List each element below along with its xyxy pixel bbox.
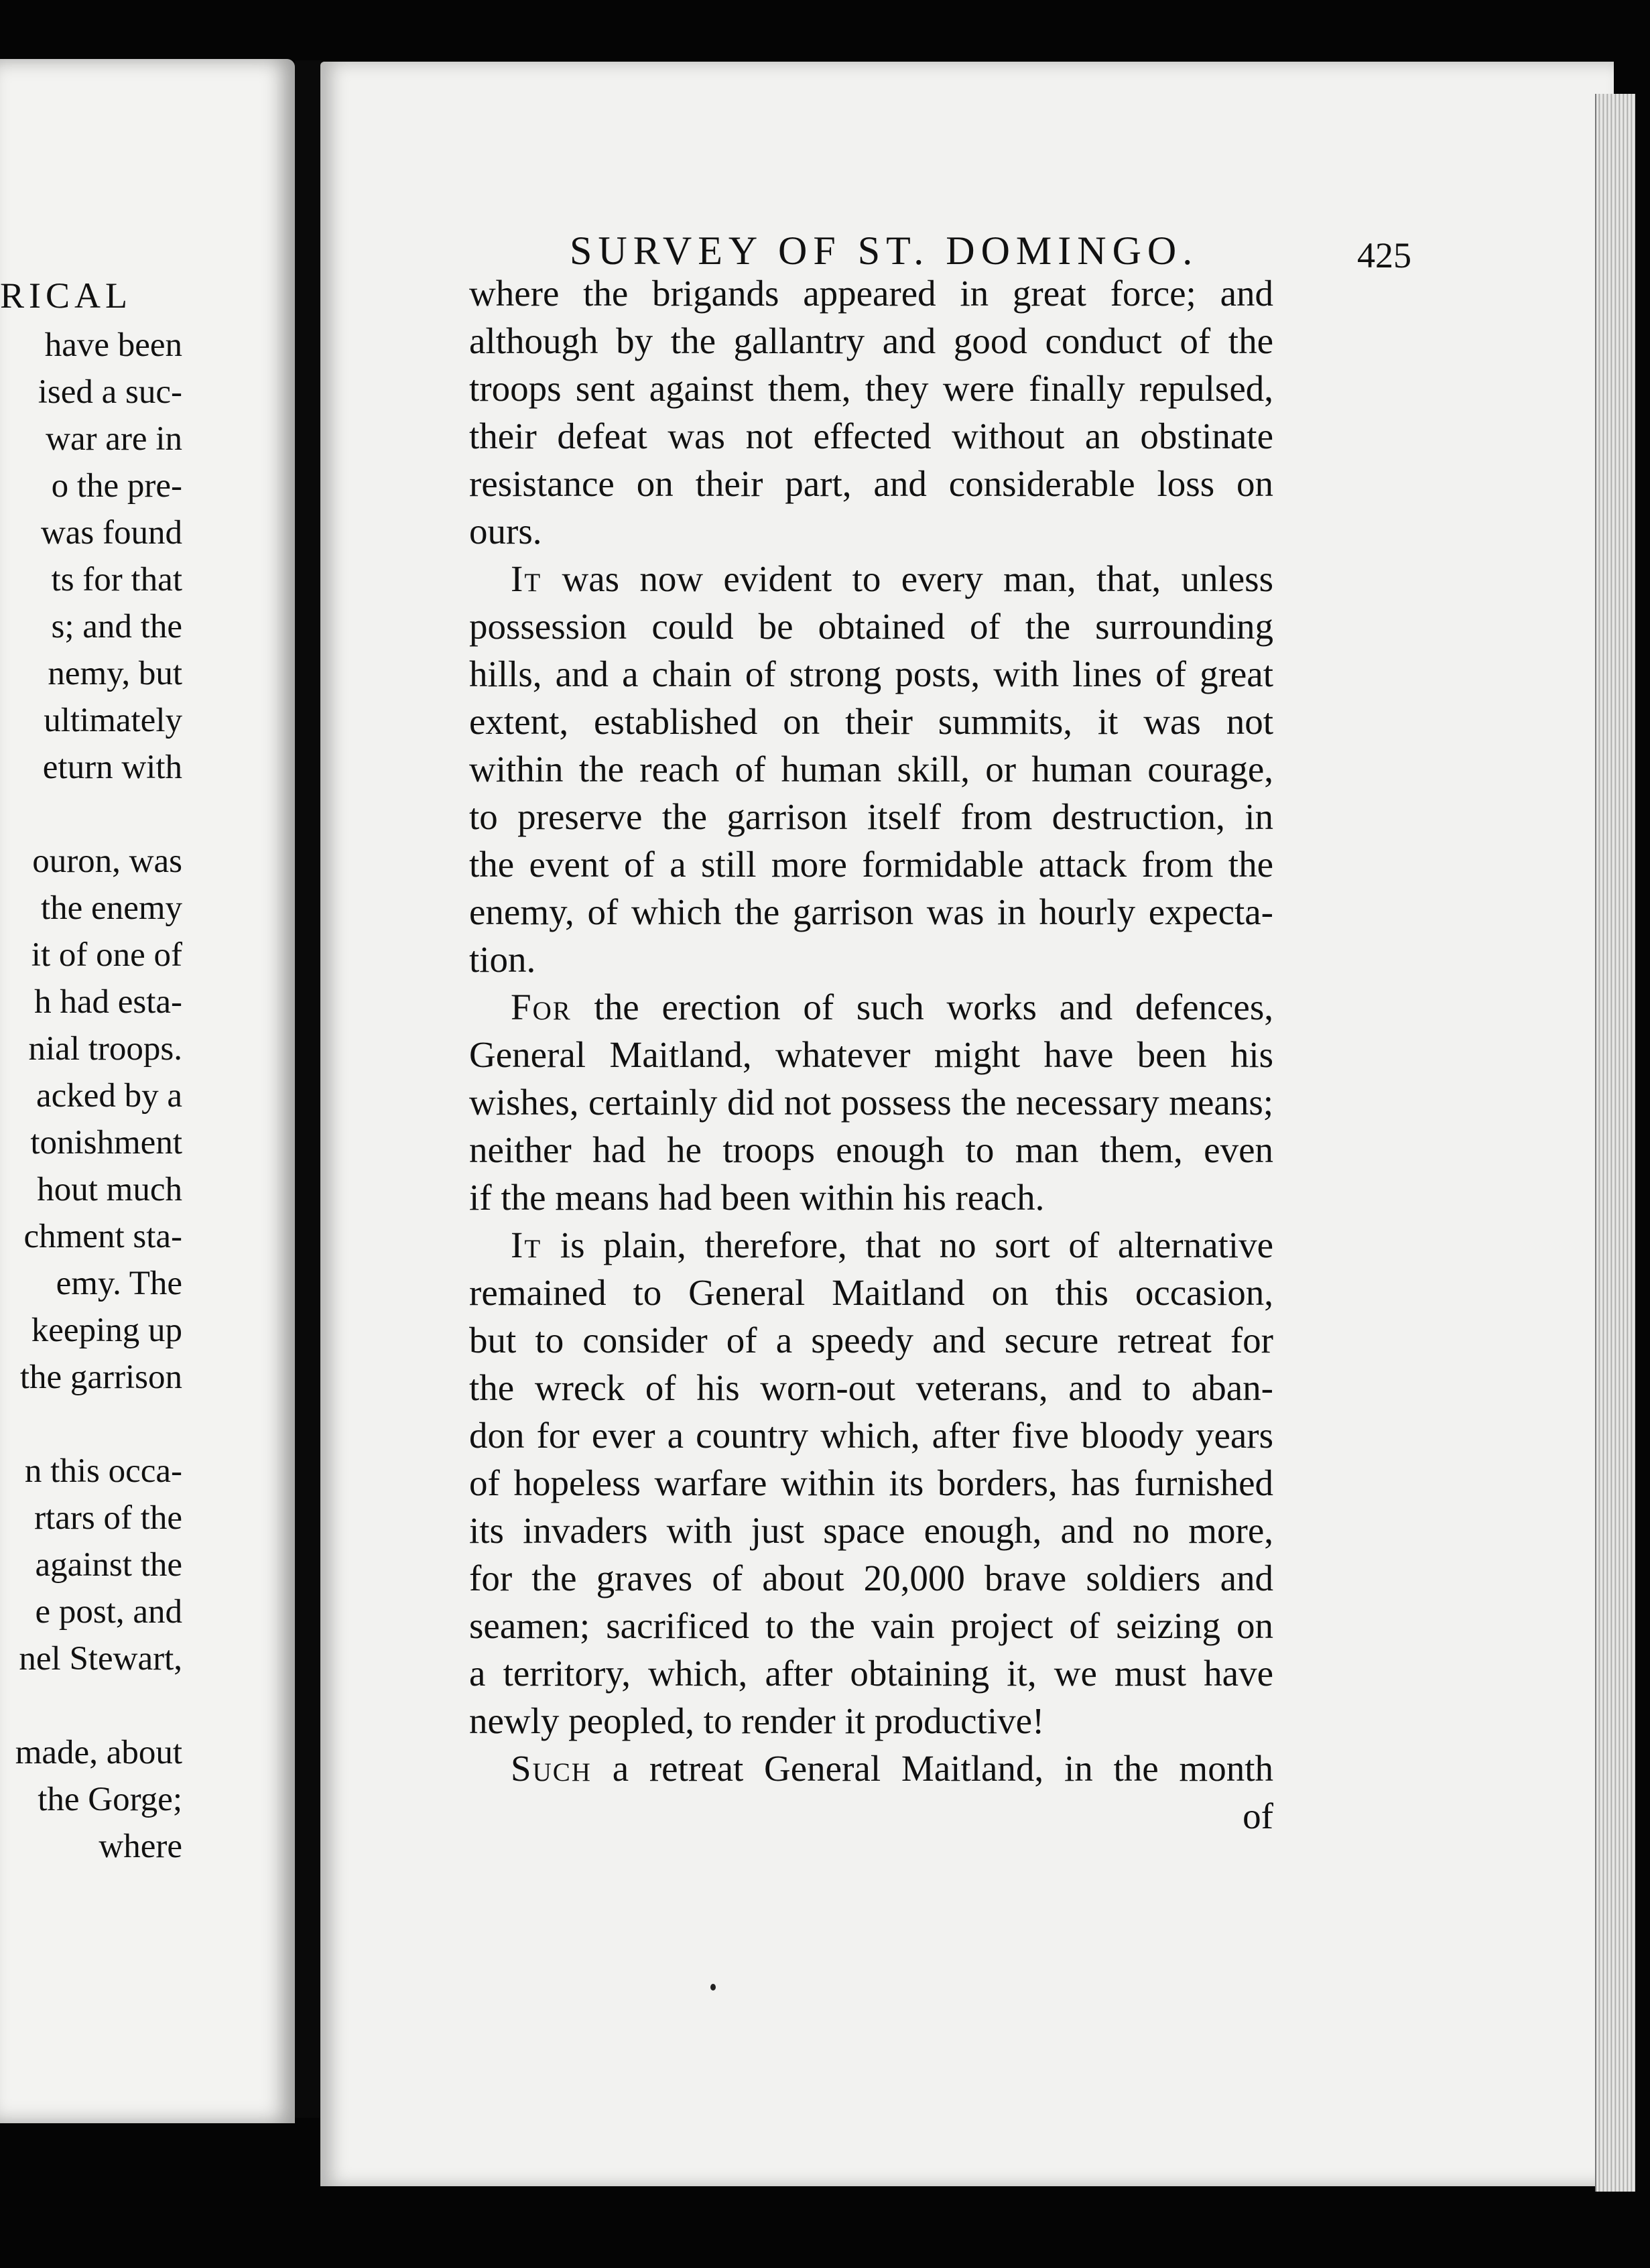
text-line [469, 983, 1273, 1031]
line-text: but to consider of a speedy and secure retreat for [469, 1320, 1273, 1361]
left-text-line: it of one of [31, 936, 182, 974]
line-text: resistance on their part, and considerable loss on [469, 463, 1273, 504]
line-text: possession could be obtained of the surrounding [469, 606, 1273, 647]
left-text-line: keeping up [31, 1312, 182, 1349]
line-text: of [1243, 1796, 1273, 1836]
left-text-line: h had esta- [34, 983, 182, 1021]
left-text-line: o the pre- [51, 467, 182, 505]
left-text-line: the Gorge; [38, 1781, 182, 1818]
text-line [469, 650, 1273, 698]
text-line [469, 507, 1273, 555]
left-text-line: ised a suc- [38, 373, 182, 411]
left-text-line: made, about [15, 1734, 182, 1771]
line-text: the erection of such works and defences, [571, 987, 1273, 1027]
left-text-line: have been [44, 326, 182, 364]
left-text-line: s; and the [51, 608, 182, 645]
text-line [469, 603, 1273, 650]
line-text: the wreck of his worn-out veterans, and to aban- [469, 1367, 1273, 1408]
line-text: is plain, therefore, that no sort of alternative [542, 1224, 1273, 1265]
line-text: remained to General Maitland on this occasion, [469, 1272, 1273, 1313]
text-line [469, 1745, 1273, 1792]
left-page-header-fragment: RICAL [0, 275, 132, 316]
text-line [469, 1649, 1273, 1697]
page-edges [1595, 94, 1635, 2192]
text-line [469, 460, 1273, 507]
text-line [469, 745, 1273, 793]
line-text: their defeat was not effected without an obstinate [469, 416, 1273, 456]
left-page [0, 59, 295, 2123]
line-text: neither had he troops enough to man them, even [469, 1129, 1273, 1170]
paragraph-lead-word: For [511, 987, 572, 1027]
line-text: extent, established on their summits, it was not [469, 701, 1273, 742]
left-text-line: eturn with [42, 749, 182, 786]
text-line [469, 555, 1273, 603]
text-line [469, 412, 1273, 460]
left-text-line: the enemy [41, 889, 182, 927]
line-text: hills, and a chain of strong posts, with lines of great [469, 653, 1273, 694]
text-line [469, 365, 1273, 412]
left-text-line: the garrison [19, 1359, 182, 1396]
paragraph-lead-word: It [511, 1224, 542, 1265]
text-line [469, 1174, 1273, 1221]
text-line [469, 1507, 1273, 1554]
left-text-line [0, 791, 182, 838]
left-text-line: e post, and [35, 1593, 182, 1631]
line-text: enemy, of which the garrison was in hourly expecta- [469, 891, 1273, 932]
text-line [469, 1126, 1273, 1174]
left-text-line [0, 1401, 182, 1448]
line-text: General Maitland, whatever might have been his [469, 1034, 1273, 1075]
left-text-line: nel Stewart, [19, 1640, 182, 1678]
line-text: was now evident to every man, that, unless [542, 558, 1273, 599]
left-text-line: ts for that [51, 561, 182, 598]
text-line [469, 1602, 1273, 1649]
text-line [469, 1078, 1273, 1126]
line-text: a territory, which, after obtaining it, we must have [469, 1653, 1273, 1694]
left-text-line: rtars of the [34, 1499, 182, 1537]
text-line [469, 269, 1273, 317]
text-line [469, 1459, 1273, 1507]
line-text: for the graves of about 20,000 brave soldiers and [469, 1558, 1273, 1598]
paragraph-lead-word: Such [511, 1748, 592, 1789]
text-line [469, 1031, 1273, 1078]
line-text: the event of a still more formidable attack from the [469, 844, 1273, 885]
paragraph-lead-word: It [511, 558, 542, 599]
left-text-line: ultimately [44, 702, 182, 739]
left-text-line [0, 1682, 182, 1729]
text-line [469, 1411, 1273, 1459]
left-text-line: against the [35, 1546, 182, 1584]
page-number: 425 [1357, 235, 1411, 275]
left-text-line: ouron, was [32, 842, 182, 880]
running-head: SURVEY OF ST. DOMINGO. [570, 229, 1199, 273]
line-text: if the means had been within his reach. [469, 1177, 1045, 1218]
text-line [469, 1697, 1273, 1745]
left-text-line: n this occa- [24, 1452, 182, 1490]
line-text: newly peopled, to render it productive! [469, 1700, 1045, 1741]
line-text: its invaders with just space enough, and no more, [469, 1510, 1273, 1551]
line-text: wishes, certainly did not possess the necessary means; [469, 1082, 1273, 1123]
line-text: tion. [469, 939, 536, 980]
line-text: troops sent against them, they were finally repulsed, [469, 368, 1273, 409]
left-text-line: was found [40, 514, 182, 552]
left-page-text [0, 322, 182, 1870]
left-text-line: chment sta- [23, 1218, 182, 1255]
text-line [469, 1269, 1273, 1316]
left-text-line: nial troops. [28, 1030, 182, 1068]
line-text: ours. [469, 511, 542, 552]
text-line [469, 1554, 1273, 1602]
text-line [469, 317, 1273, 365]
line-text: of hopeless warfare within its borders, has furnished [469, 1462, 1273, 1503]
left-text-line: where [99, 1828, 182, 1865]
text-line [469, 1316, 1273, 1364]
page-speck [710, 1984, 716, 1991]
text-line [469, 888, 1273, 936]
left-text-line: hout much [37, 1171, 182, 1208]
line-text: a retreat General Maitland, in the month [591, 1748, 1273, 1789]
left-text-line: emy. The [56, 1265, 182, 1302]
left-text-line: tonishment [30, 1124, 182, 1161]
text-line [469, 793, 1273, 840]
text-line [469, 1792, 1273, 1840]
text-line [469, 936, 1273, 983]
line-text: where the brigands appeared in great force; and [469, 273, 1273, 314]
left-text-line: nemy, but [48, 655, 182, 692]
line-text: within the reach of human skill, or human courage, [469, 749, 1273, 790]
text-line [469, 1364, 1273, 1411]
book-gutter [295, 60, 322, 2118]
text-line [469, 1221, 1273, 1269]
body-text [469, 269, 1273, 1840]
line-text: although by the gallantry and good conduct of the [469, 320, 1273, 361]
text-line [469, 698, 1273, 745]
line-text: to preserve the garrison itself from destruction, in [469, 796, 1273, 837]
left-text-line: war are in [46, 420, 182, 458]
line-text: don for ever a country which, after five bloody years [469, 1415, 1273, 1456]
line-text: seamen; sacrificed to the vain project of seizing on [469, 1605, 1273, 1646]
text-line [469, 840, 1273, 888]
left-text-line: acked by a [36, 1077, 182, 1115]
